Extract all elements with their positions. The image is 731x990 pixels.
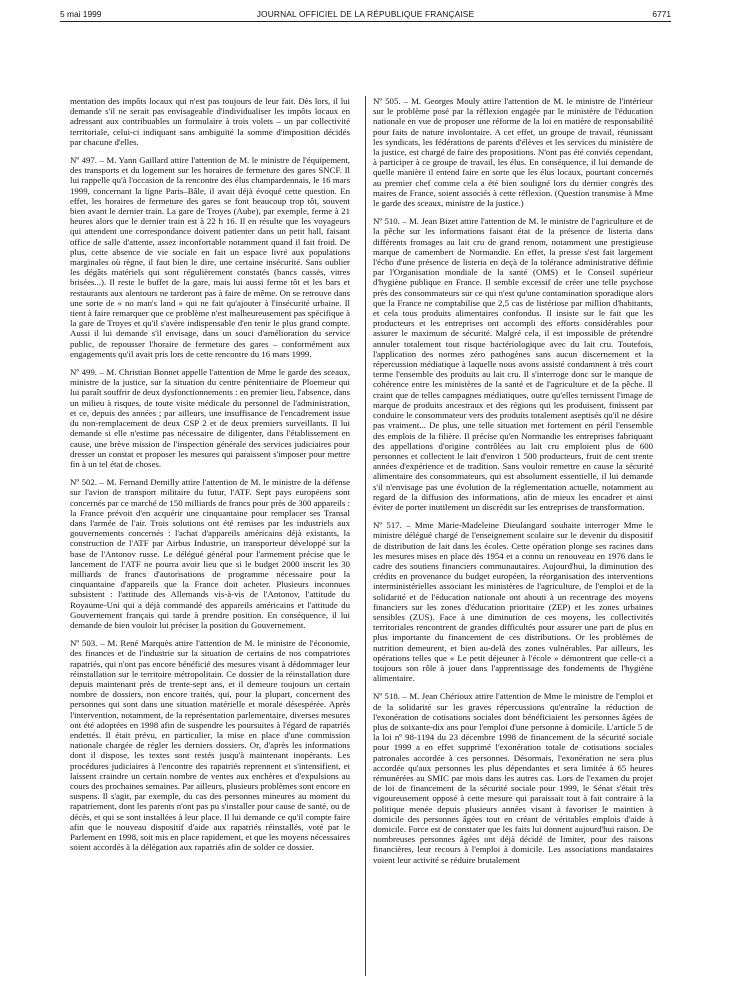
question-505: Nº 505. – M. Georges Mouly attire l'attention de M. le ministre de l'intérieur sur le problème posé par la réflexion engagée par le ministère de l'éducation nationale en vue de proposer une réforme de la loi en matière de responsabilité pour faits de nature involontaire. A cet effet, un groupe de travail, réunissant les syndicats, les fédérations de parents d'élèves et les services du ministère de la justice, est chargé de faire des propositions. N'ont pas été conviés cependant, à participer à ce groupe de travail, les élus. En conséquence, il lui demande de quelle manière il entend faire en sorte que les élus locaux, pourtant concernés au premier chef comme cela a été bien souligné lors du dernier congrès des maires de France, soient associés à cette réflexion. (Question transmise à Mme le garde des sceaux, ministre de la justice.) <box>373 96 653 209</box>
question-continuation: mentation des impôts locaux qui n'est pas toujours de leur fait. Dès lors, il lui demande s'il ne serait pas envisageable d'individualiser les impôts locaux en adressant aux contribuables un formulaire à trois volets – un par collectivité territoriale, celui-ci indiquant sans ambiguïté la somme d'imposition décidés par chacune d'elles. <box>70 96 350 147</box>
question-503: Nº 503. – M. René Marquès attire l'attention de M. le ministre de l'économie, des finances et de l'industrie sur la situation de certains de nos compatriotes rapatriés, qui n'ont pas encore bénéficié des mesures visant à dédommager leur réinstallation sur le territoire métropolitain. Ce dossier de la réinstallation dure depuis maintenant près de trente-sept ans, et il demeure toujours un certain nombre de dossiers, non encore traités, qui, pour la plupart, concernent des personnes qui sont dans une situation matérielle et morale désespérée. Après l'intervention, notamment, de la représentation parlementaire, diverses mesures ont été adoptées en 1998 afin de suspendre les poursuites à l'égard de rapatriés endettés. Il était prévu, en particulier, la mise en place d'une commission nationale chargée de régler les derniers dossiers. Or, d'après les informations dont il dispose, les textes sont restés jusqu'à maintenant inopérants. Les procédures judiciaires à l'encontre des rapatriés reprennent et s'intensifient, et laissent craindre un certain nombre de ventes aux enchères et d'expulsions au cours des prochaines semaines. Par ailleurs, plusieurs problèmes sont encore en suspens. Il s'agit, par exemple, du cas des personnes mineures au moment du rapatriement, dont les parents n'ont pas pu s'installer pour cause de santé, ou de décès, et qui se sont installées à leur place. Il lui demande ce qu'il compte faire afin que le nouveau dispositif d'aide aux rapatriés réinstallés, voté par le Parlement en 1998, soit mis en place rapidement, et que les moyens nécessaires soient accordés à la délégation aux rapatriés afin de solder ce dossier. <box>70 638 350 853</box>
column-divider <box>365 96 366 976</box>
question-518: Nº 518. – M. Jean Chérioux attire l'attention de Mme le ministre de l'emploi et de la solidarité sur les graves répercussions qu'entraîne la réduction de l'exonération de cotisations sociales dont bénéficiaient les personnes âgées de plus de soixante-dix ans pour l'emploi d'une personne à domicile. L'article 5 de la loi nº 98-1194 du 23 décembre 1998 de financement de la sécurité sociale pour 1999 a en effet supprimé l'exonération totale de cotisations sociales patronales accordée à ces personnes. Désormais, l'exonération ne sera plus accordée qu'aux personnes les plus dépendantes et sera limitée à 65 heures rémunérées au SMIC par mois dans les autres cas. Lors de l'examen du projet de loi de financement de la sécurité sociale pour 1999, le Sénat s'était très vigoureusement opposé à cette mesure qui paraissait tout à fait contraire à la politique menée depuis plusieurs années visant à favoriser le maintien à domicile des personnes âgées tout en créant de véritables emplois d'aide à domicile. Force est de constater que les faits lui donnent aujourd'hui raison. De nombreuses personnes âgées ont déjà décidé de limiter, pour des raisons financières, leur recours à l'emploi à domicile. Les associations mandataires voient leur activité se réduire brutalement <box>373 691 653 865</box>
running-head <box>60 7 671 21</box>
issue-date: 5 mai 1999 <box>60 9 102 19</box>
question-517: Nº 517. – Mme Marie-Madeleine Dieulangard souhaite interroger Mme le ministre délégué chargé de l'enseignement scolaire sur le devenir du dispositif de distribution de lait dans les écoles. Cette opération plonge ses racines dans les mesures mises en place dès 1954 et a connu un renouveau en 1976 dans le cadre des soutiens financiers communautaires. Aujourd'hui, la diminution des crédits en provenance du budget européen, la réorganisation des interventions interministérielles associant les ministères de l'agriculture, de l'emploi et de la solidarité et de l'éducation nationale ont abouti à un recentrage des moyens financiers sur les zones d'éducation prioritaire (ZEP) et les zones urbaines sensibles (ZUS). Face à une diminution de ces moyens, les collectivités territoriales rencontrent de grandes difficultés pour assurer une part de plus en plus importante du financement de ces distributions. Or les problèmes de nutrition demeurent, et bien au-delà des zones vulnérables. Par ailleurs, les opérations telles que « Le petit déjeuner à l'école » démontrent que celle-ci a toujours son rôle à jouer dans l'apprentissage des fondements de l'hygiène alimentaire. <box>373 520 653 684</box>
left-column <box>70 96 350 981</box>
page-number: 6771 <box>652 9 671 19</box>
journal-title: JOURNAL OFFICIEL DE LA RÉPUBLIQUE FRANÇAISE <box>256 9 475 19</box>
question-510: Nº 510. – M. Jean Bizet attire l'attention de M. le ministre de l'agriculture et de la pêche sur les informations faisant état de la présence de listeria dans différents fromages au lait cru de grand renom, notamment une prestigieuse marque de camembert de Normandie. En effet, la presse s'est fait largement l'écho d'une présence de listeria en deçà de la tolérance administrative définie par l'Organisation mondiale de la santé (OMS) et le Conseil supérieur d'hygiène publique en France. Il semble excessif de créer une telle psychose près des consommateurs sur ce qui n'est qu'une contamination sporadique alors que la France ne comptabilise que 2,5 cas de listériose par million d'habitants, et cela tous produits alimentaires confondus. Il insiste sur le fait que les producteurs et les entreprises ont accompli des efforts considérables pour assurer le maximum de sécurité. Malgré cela, il est impossible de prétendre annuler totalement tout risque bactériologique avec du lait cru. Toutefois, l'application des normes zéro pathogènes sans aucun discernement et la répercussion médiatique à laquelle nous avons assisté condamnent à très court terme l'ensemble des produits au lait cru. Il s'interroge donc sur le manque de cohérence entre les ministères de la santé et de l'agriculture et de la pêche. Il craint que de telles campagnes médiatiques, outre qu'elles ternissent l'image de marque de produits ancestraux et des régions qui les produisent, finissent par conduire le consommateur vers des produits totalement aseptisés qu'il ne désire pas vraiment... De plus, une telle situation met fortement en péril l'ensemble des emplois de la filière. Il précise qu'en Normandie les entreprises fabriquant des appellations d'origine contrôlées au lait cru emploient plus de 600 personnes et collectent le lait d'environ 1 500 producteurs, fruit de cent trente années d'expérience et de tradition. Sans vouloir remettre en cause la sécurité alimentaire des consommateurs, qui est absolument essentielle, il lui demande s'il n'envisage pas une évolution de la réglementation actuelle, notamment au regard de la diffusion des informations, afin de mieux les encadrer et ainsi éviter de porter inutilement un discrédit sur les entreprises de transformation. <box>373 216 653 512</box>
question-499: Nº 499. – M. Christian Bonnet appelle l'attention de Mme le garde des sceaux, ministre de la justice, sur la situation du centre pénitentiaire de Ploemeur qui lui paraît souffrir de deux dysfonctionnements : en premier lieu, l'absence, dans un milieu à risques, de toute visite médicale du personnel de l'administration, et ce, depuis des années ; par ailleurs, une insuffisance de l'encadrement issue du non-remplacement de deux CSP 2 et de deux premiers surveillants. Il lui demande si elle n'estime pas nécessaire de diligenter, dans l'établissement en cause, une brève mission de l'inspection générale des services judiciaires pour dresser un constat et proposer les mesures qui paraissent s'imposer pour mettre fin à un tel état de choses. <box>70 367 350 469</box>
question-502: Nº 502. – M. Fernand Demilly attire l'attention de M. le ministre de la défense sur l'avion de transport militaire du futur, l'ATF. Sept pays européens sont concernés par ce marché de 150 milliards de francs pour près de 300 appareils : la France prévoit d'en acquérir une cinquantaine pour remplacer ses Transal dans l'armée de l'air. Trois solutions ont été remises par les industriels aux gouvernements concernés : l'achat d'appareils américains déjà existants, la construction de l'ATF par Airbus Industrie, un transporteur développé sur la base de l'Antonov russe. Le délégué général pour l'armement précise que le lancement de l'ATF ne pourra avoir lieu que si le budget 2000 inscrit les 30 milliards de francs d'autorisations de programme nécessaire pour la cinquantaine d'appareils que la France doit acheter. Plusieurs inconnues subsistent : l'attitude des Allemands vis-à-vis de l'Antonov, l'attitude du Royaume-Uni qui a déjà commandé des appareils américains et l'attitude du Gouvernement français qui tarde à prendre position. En conséquence, il lui demande de bien vouloir lui préciser la position du Gouvernement. <box>70 477 350 630</box>
right-column <box>373 96 653 981</box>
header-rule <box>60 21 671 22</box>
question-497: Nº 497. – M. Yann Gaillard attire l'attention de M. le ministre de l'équipement, des transports et du logement sur les horaires de fermeture des gares SNCF. Il lui rappelle qu'à l'occasion de la rencontre des élus champardennais, le 16 mars 1999, concernant la ligne Paris–Bâle, il avait déjà évoqué cette question. En effet, les horaires de fermeture des gares se font beaucoup trop tôt, souvent bien avant le dernier train. La gare de Troyes (Aube), par exemple, ferme à 21 heures alors que le dernier train est à 22 h 16. Il en résulte que les voyageurs qui attendent une correspondance doivent patienter dans un petit hall, faisant office de salle d'attente, assez inconfortable notamment quand il fait froid. De plus, cette absence de vie sociale en fait un espace livré aux populations marginales où règne, il faut bien le dire, une certaine insécurité. Sans oublier les dégâts matériels qui sont régulièrement constatés (bancs cassés, vitres brisées...). Il reste le buffet de la gare, mais lui aussi ferme tôt et les bars et restaurants aux alentours ne tarderont pas à faire de même. On se retrouve dans une sorte de « no man's land » qui ne fait qu'ajouter à l'insécurité urbaine. Il tient à faire remarquer que ce problème n'est malheureusement pas spécifique à la gare de Troyes et qu'il s'avère indispensable d'en tenir le plus grand compte. Aussi il lui demande s'il envisage, dans un souci d'amélioration du service public, de repousser l'horaire de fermeture des gares – conformément aux engagements qu'il avait pris lors de cette rencontre du 16 mars 1999. <box>70 155 350 359</box>
